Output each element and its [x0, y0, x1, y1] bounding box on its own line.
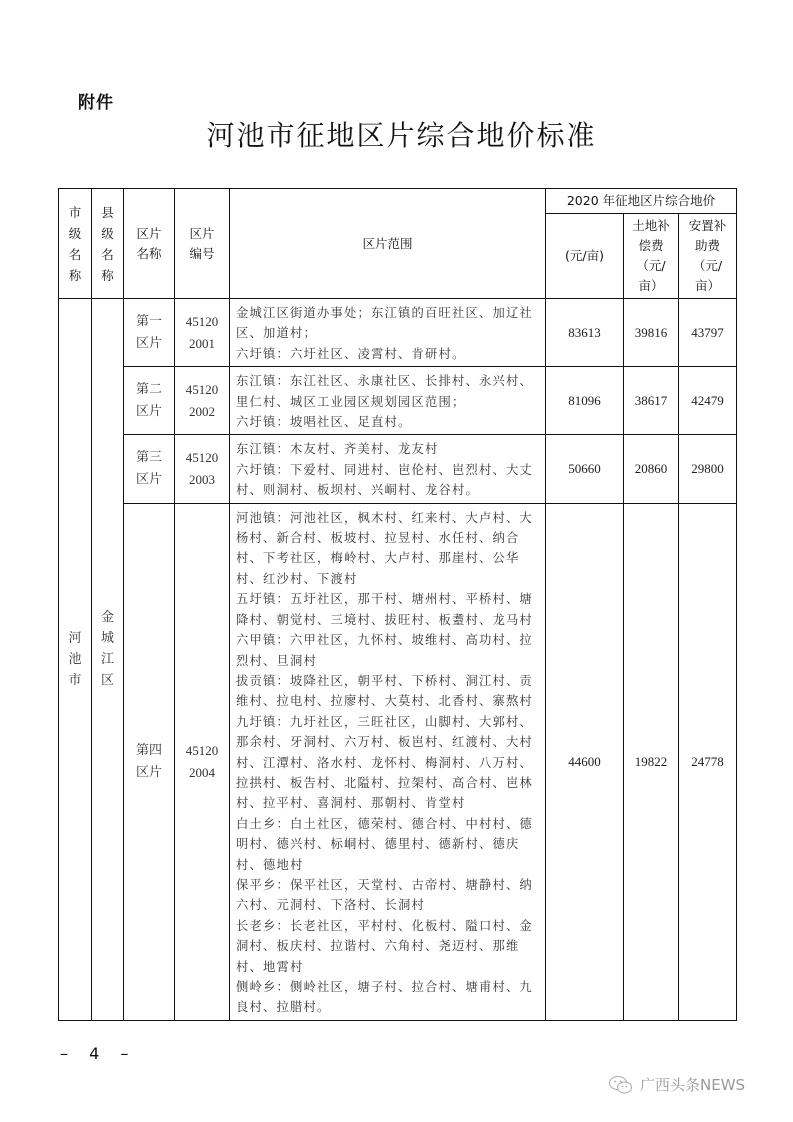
- scope-line: 保平乡：保平社区，天堂村、古帝村、塘静村、纳六村、元洞村、下洛村、长洞村: [236, 877, 533, 913]
- scope-line: 侧岭乡：侧岭社区，塘子村、拉合村、塘甫村、九良村、拉腊村。: [236, 980, 533, 1015]
- header-zone-scope: 区片范围: [230, 189, 546, 299]
- header-zone-code: 区片编号: [175, 189, 230, 299]
- header-resettlement-subsidy: 安置补助费（元/亩）: [679, 214, 737, 299]
- scope-line: 五圩镇：五圩社区，那干村、塘州村、平桥村、塘降村、朝觉村、三境村、拔旺村、板耋村、龙马村: [236, 592, 533, 627]
- table-row: [59, 435, 737, 503]
- header-city: 市级名称: [59, 189, 92, 299]
- price-total-cell: 50660: [546, 435, 624, 503]
- zone-name-cell: 第三区片: [124, 435, 175, 503]
- watermark-text: 广西头条NEWS: [640, 1076, 746, 1094]
- scope-line: 六甲镇：六甲社区，九怀村、坡维村、高功村、拉烈村、旦洞村: [236, 633, 533, 668]
- resettlement-subsidy-cell: 29800: [679, 435, 737, 503]
- scope-line: 河池镇：河池社区，枫木村、红来村、大卢村、大杨村、新合村、板坡村、拉昱村、水任村、纳合村、下考社区，梅岭村、大卢村、那崖村、公华村、红沙村、下渡村: [236, 510, 533, 586]
- zone-code-line1: 45120: [185, 381, 219, 397]
- zone-scope-cell: [230, 367, 546, 435]
- resettlement-subsidy-cell: 43797: [679, 299, 737, 367]
- scope-line: 拔贡镇：坡降社区，朝平村、下桥村、洞江村、贡维村、拉电村、拉廖村、大莫村、北香村、寨熬村: [236, 673, 533, 709]
- table-row: [59, 503, 737, 1020]
- header-price-group: 2020 年征地区片综合地价: [546, 189, 737, 214]
- zone-code-cell: [175, 435, 230, 503]
- scope-line: 长老乡：长老社区，平村村、化板村、隘口村、金洞村、板庆村、拉谐村、六角村、尧迈村、那维村、地霄村: [236, 918, 533, 974]
- zone-code-line2: 2003: [189, 472, 215, 488]
- zone-code-line2: 2004: [189, 764, 215, 780]
- land-compensation-cell: 19822: [624, 503, 679, 1020]
- zone-code-line1: 45120: [185, 313, 219, 329]
- scope-line: 六圩镇：下爱村、同进村、岜伦村、岜烈村、大丈村、则洞村、板坝村、兴峒村、龙谷村。: [236, 462, 533, 498]
- watermark: [608, 1074, 745, 1095]
- price-total-cell: 44600: [546, 503, 624, 1020]
- scope-line: 白土乡：白土社区，德荣村、德合村、中村村、德明村、德兴村、标峒村、德里村、德新村、德庆村、德地村: [236, 816, 533, 872]
- zone-code-line2: 2001: [189, 335, 215, 351]
- price-total-cell: 83613: [546, 299, 624, 367]
- header-zone-name: 区片名称: [124, 189, 175, 299]
- header-price-total: (元/亩): [546, 214, 624, 299]
- zone-code-cell: [175, 503, 230, 1020]
- table-row: [59, 367, 737, 435]
- land-compensation-cell: 20860: [624, 435, 679, 503]
- scope-line: 东江镇：木友村、齐美村、龙友村: [236, 442, 439, 457]
- zone-name-cell: 第二区片: [124, 367, 175, 435]
- land-compensation-cell: 39816: [624, 299, 679, 367]
- zone-code-line2: 2002: [189, 403, 215, 419]
- city-cell: 河池市: [59, 299, 92, 1021]
- price-total-cell: 81096: [546, 367, 624, 435]
- county-cell: 金城江区: [92, 299, 124, 1021]
- scope-line: 九圩镇：九圩社区，三旺社区，山脚村、大郭村、那余村、牙洞村、六万村、板岜村、红渡村、大村村、江潭村、洛水村、龙怀村、梅洞村、八万村、拉拱村、板告村、北隘村、拉架村、高合村、岜林村、拉平村、喜洞村、那朝村、肯堂村: [236, 714, 533, 811]
- zone-scope-cell: [230, 503, 546, 1020]
- scope-line: 金城江区街道办事处；东江镇的百旺社区、加辽社区、加道村；: [236, 306, 533, 341]
- zone-scope-cell: [230, 299, 546, 367]
- page-number: – 4 –: [60, 1044, 137, 1063]
- zone-code-line1: 45120: [185, 742, 219, 758]
- zone-name-cell: 第一区片: [124, 299, 175, 367]
- attachment-label: 附件: [78, 93, 114, 113]
- land-compensation-cell: 38617: [624, 367, 679, 435]
- zone-code-cell: [175, 299, 230, 367]
- wechat-icon: [608, 1075, 634, 1095]
- zone-code-line1: 45120: [185, 450, 219, 466]
- resettlement-subsidy-cell: 24778: [679, 503, 737, 1020]
- land-price-table: [58, 188, 737, 1021]
- table-row: [59, 299, 737, 367]
- document-title: 河池市征地区片综合地价标准: [206, 119, 597, 152]
- zone-scope-cell: [230, 435, 546, 503]
- scope-line: 六圩镇：坡唱社区、足直村。: [236, 415, 412, 430]
- zone-name-cell: 第四区片: [124, 503, 175, 1020]
- header-county: 县级名称: [92, 189, 124, 299]
- scope-line: 六圩镇：六圩社区、凌霄村、肯研村。: [236, 346, 466, 361]
- zone-code-cell: [175, 367, 230, 435]
- header-land-compensation: 土地补偿费（元/亩）: [624, 214, 679, 299]
- resettlement-subsidy-cell: 42479: [679, 367, 737, 435]
- scope-line: 东江镇：东江社区、永康社区、长排村、永兴村、里仁村、城区工业园区规划园区范围；: [236, 374, 533, 409]
